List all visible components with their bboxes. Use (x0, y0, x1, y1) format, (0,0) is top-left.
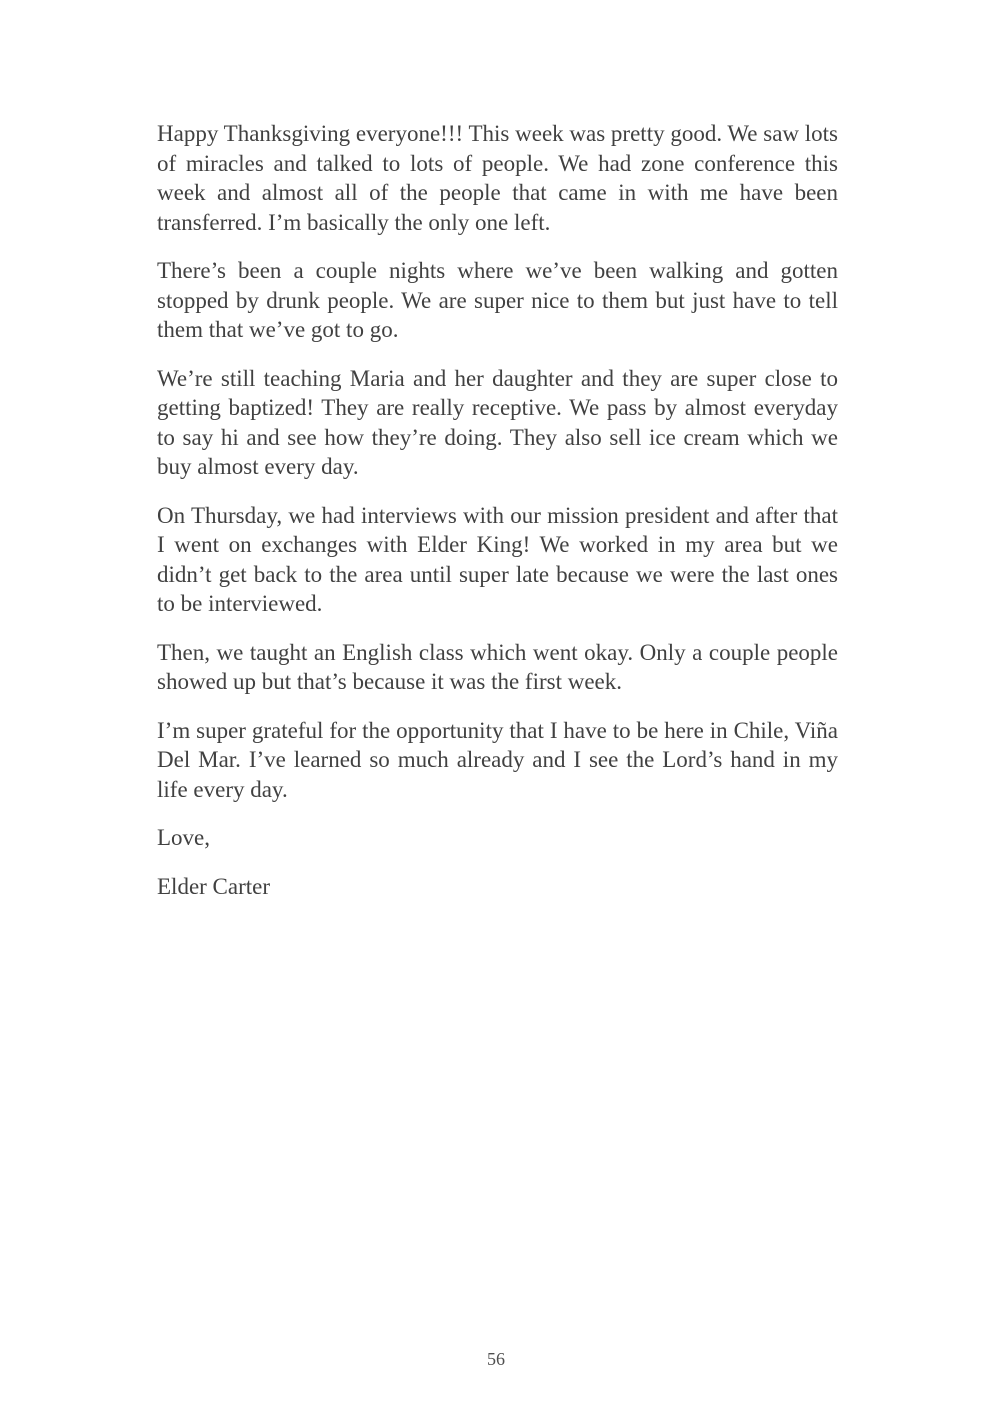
letter-body (157, 119, 838, 920)
paragraph-3: We’re still teaching Maria and her daughter and they are super close to getting baptized! They are really receptive. We pass by almost everyday to say hi and see how they’re doing. They also sell ice cream which we buy almost every day. (157, 365, 838, 479)
paragraph-4: On Thursday, we had interviews with our mission president and after that I went on exchanges with Elder King! We worked in my area but we didn’t get back to the area until super late because we were the last ones to be interviewed. (157, 502, 838, 616)
letter-closing: Love, (157, 825, 211, 850)
paragraph-6: I’m super grateful for the opportunity that I have to be here in Chile, Viña Del Mar. I’ve learned so much already and I see the Lord’s hand in my life every day. (157, 717, 838, 802)
paragraph-5: Then, we taught an English class which went okay. Only a couple people showed up but that’s because it was the first week. (157, 639, 838, 694)
paragraph-1: Happy Thanksgiving everyone!!! This week was pretty good. We saw lots of miracles and talked to lots of people. We had zone conference this week and almost all of the people that came in with me have been transferred. I’m basically the only one left. (157, 121, 838, 235)
paragraph-2: There’s been a couple nights where we’ve been walking and gotten stopped by drunk people. We are super nice to them but just have to tell them that we’ve got to go. (157, 258, 838, 342)
letter-signature: Elder Carter (157, 873, 271, 899)
page-number: 56 (487, 1349, 505, 1369)
